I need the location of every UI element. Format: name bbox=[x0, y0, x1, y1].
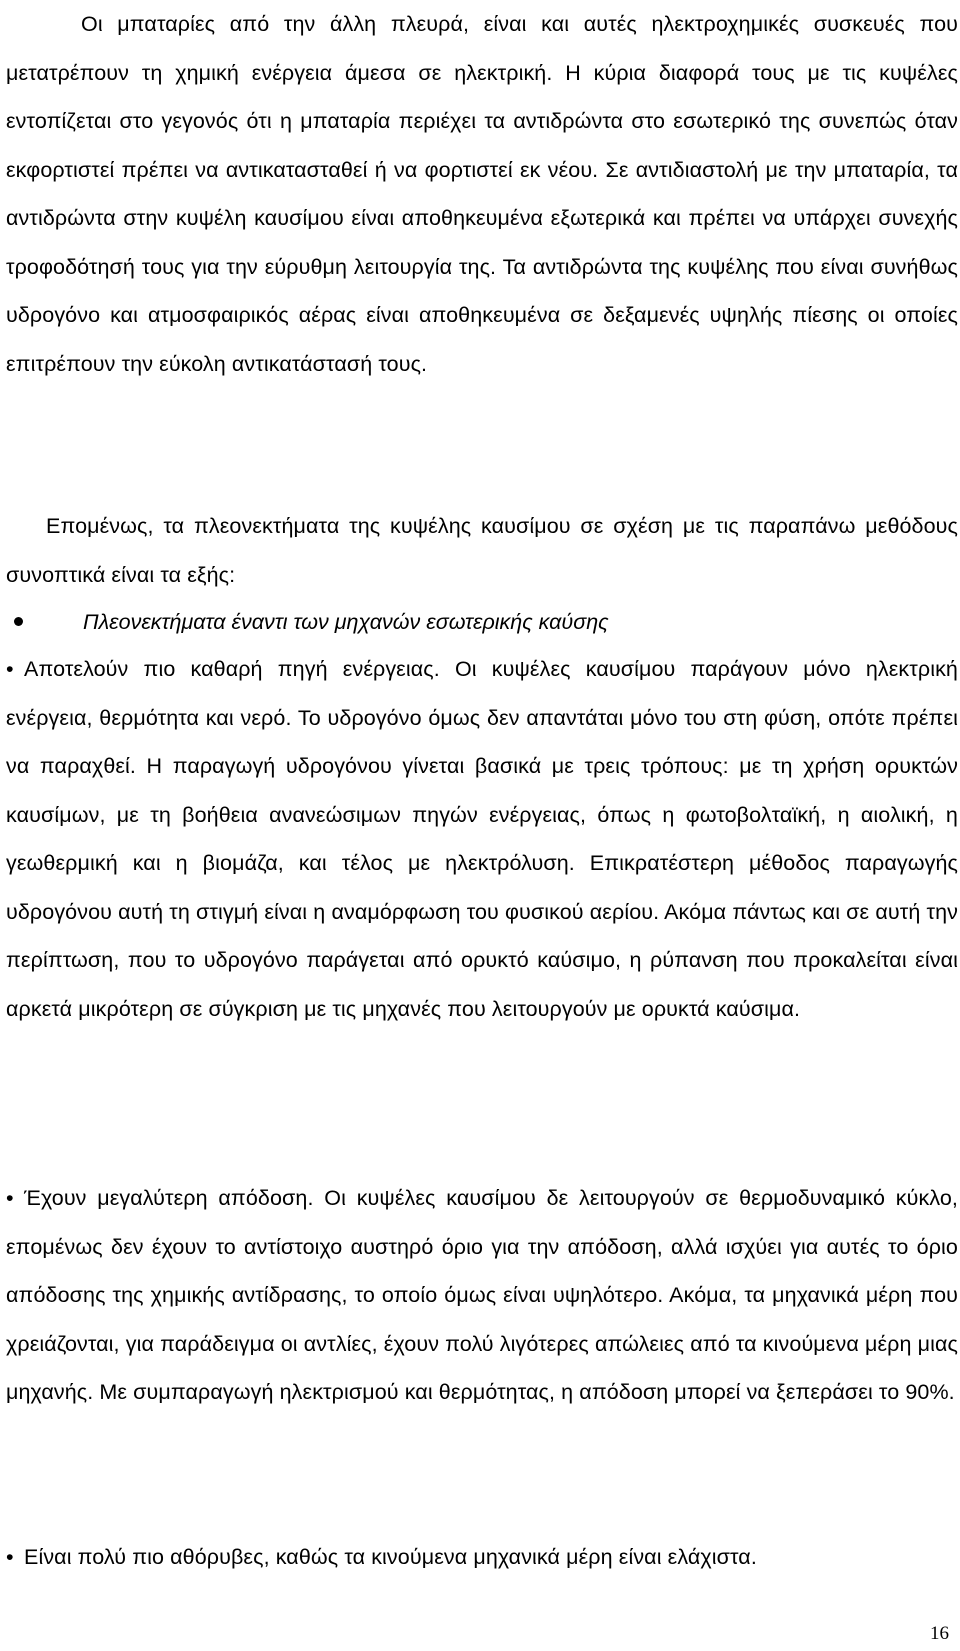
bullet-item-cleaner-energy bbox=[6, 645, 958, 1033]
page-number: 16 bbox=[930, 1623, 949, 1644]
bullet-marker: • bbox=[6, 1545, 14, 1569]
bullet-text: Έχουν μεγαλύτερη απόδοση. Οι κυψέλες καυσίμου δε λειτουργούν σε θερμοδυναμικό κύκλο, επομένως δεν έχουν το αντίστοιχο αυστηρό όριο για την απόδοση, αλλά ισχύει για αυτές το όριο απόδοσης της χημικής αντίδρασης, το οποίο όμως είναι υψηλότερο. Ακόμα, τα μηχανικά μέρη που χρειάζονται, για παράδειγμα οι αντλίες, έχουν πολύ λιγότερες απώλειες από τα κινούμενα μέρη μιας μηχανής. Με συμπαραγωγή ηλεκτρισμού και θερμότητας, η απόδοση μπορεί να ξεπεράσει το 90%. bbox=[6, 1186, 958, 1404]
bullet-item-higher-efficiency bbox=[6, 1174, 958, 1417]
paragraph-batteries-vs-fuel-cells: Οι μπαταρίες από την άλλη πλευρά, είναι και αυτές ηλεκτροχημικές συσκευές που μετατρέπουν τη χημική ενέργεια άμεσα σε ηλεκτρική. Η κύρια διαφορά τους με τις κυψέλες εντοπίζεται στο γεγονός ότι η μπαταρία περιέχει τα αντιδρώντα στο εσωτερικό της συνεπώς όταν εκφορτιστεί πρέπει να αντικατασταθεί ή να φορτιστεί εκ νέου. Σε αντιδιαστολή με την μπαταρία, τα αντιδρώντα στην κυψέλη καυσίμου είναι αποθηκευμένα εξωτερικά και πρέπει να υπάρχει συνεχής τροφοδότησή τους για την εύρυθμη λειτουργία της. Τα αντιδρώντα της κυψέλης που είναι συνήθως υδρογόνο και ατμοσφαιρικός αέρας είναι αποθηκευμένα σε δεξαμενές υψηλής πίεσης οι οποίες επιτρέπουν την εύκολη αντικατάστασή τους. bbox=[6, 12, 958, 376]
bullet-text: Είναι πολύ πιο αθόρυβες, καθώς τα κινούμενα μηχανικά μέρη είναι ελάχιστα. bbox=[24, 1545, 757, 1569]
bullet-marker: • bbox=[6, 1186, 14, 1210]
paragraph-advantages-intro: Επομένως, τα πλεονεκτήματα της κυψέλης καυσίμου σε σχέση με τις παραπάνω μεθόδους συνοπτικά είναι τα εξής: bbox=[6, 514, 958, 587]
bullet-text: Αποτελούν πιο καθαρή πηγή ενέργειας. Οι κυψέλες καυσίμου παράγουν μόνο ηλεκτρική ενέργεια, θερμότητα και νερό. Το υδρογόνο όμως δεν απαντάται μόνο του στη φύση, οπότε πρέπει να παραχθεί. Η παραγωγή υδρογόνου γίνεται βασικά με τρεις τρόπους: με τη χρήση ορυκτών καυσίμων, με τη βοήθεια ανανεώσιμων πηγών ενέργειας, όπως η φωτοβολταϊκή, η αιολική, η γεωθερμική και η βιομάζα, και τέλος με ηλεκτρόλυση. Επικρατέστερη μέθοδος παραγωγής υδρογόνου αυτή τη στιγμή είναι η αναμόρφωση του φυσικού αερίου. Ακόμα πάντως και σε αυτή την περίπτωση, που το υδρογόνο παράγεται από ορυκτό καύσιμο, η ρύπανση που προκαλείται είναι αρκετά μικρότερη σε σύγκριση με τις μηχανές που λειτουργούν με ορυκτά καύσιμα. bbox=[6, 657, 958, 1021]
section-heading bbox=[6, 598, 946, 646]
bullet-dot-icon bbox=[14, 617, 23, 626]
section-heading-text: Πλεονεκτήματα έναντι των μηχανών εσωτερικής καύσης bbox=[83, 610, 609, 634]
bullet-item-quieter bbox=[6, 1533, 958, 1582]
bullet-marker: • bbox=[6, 657, 14, 681]
